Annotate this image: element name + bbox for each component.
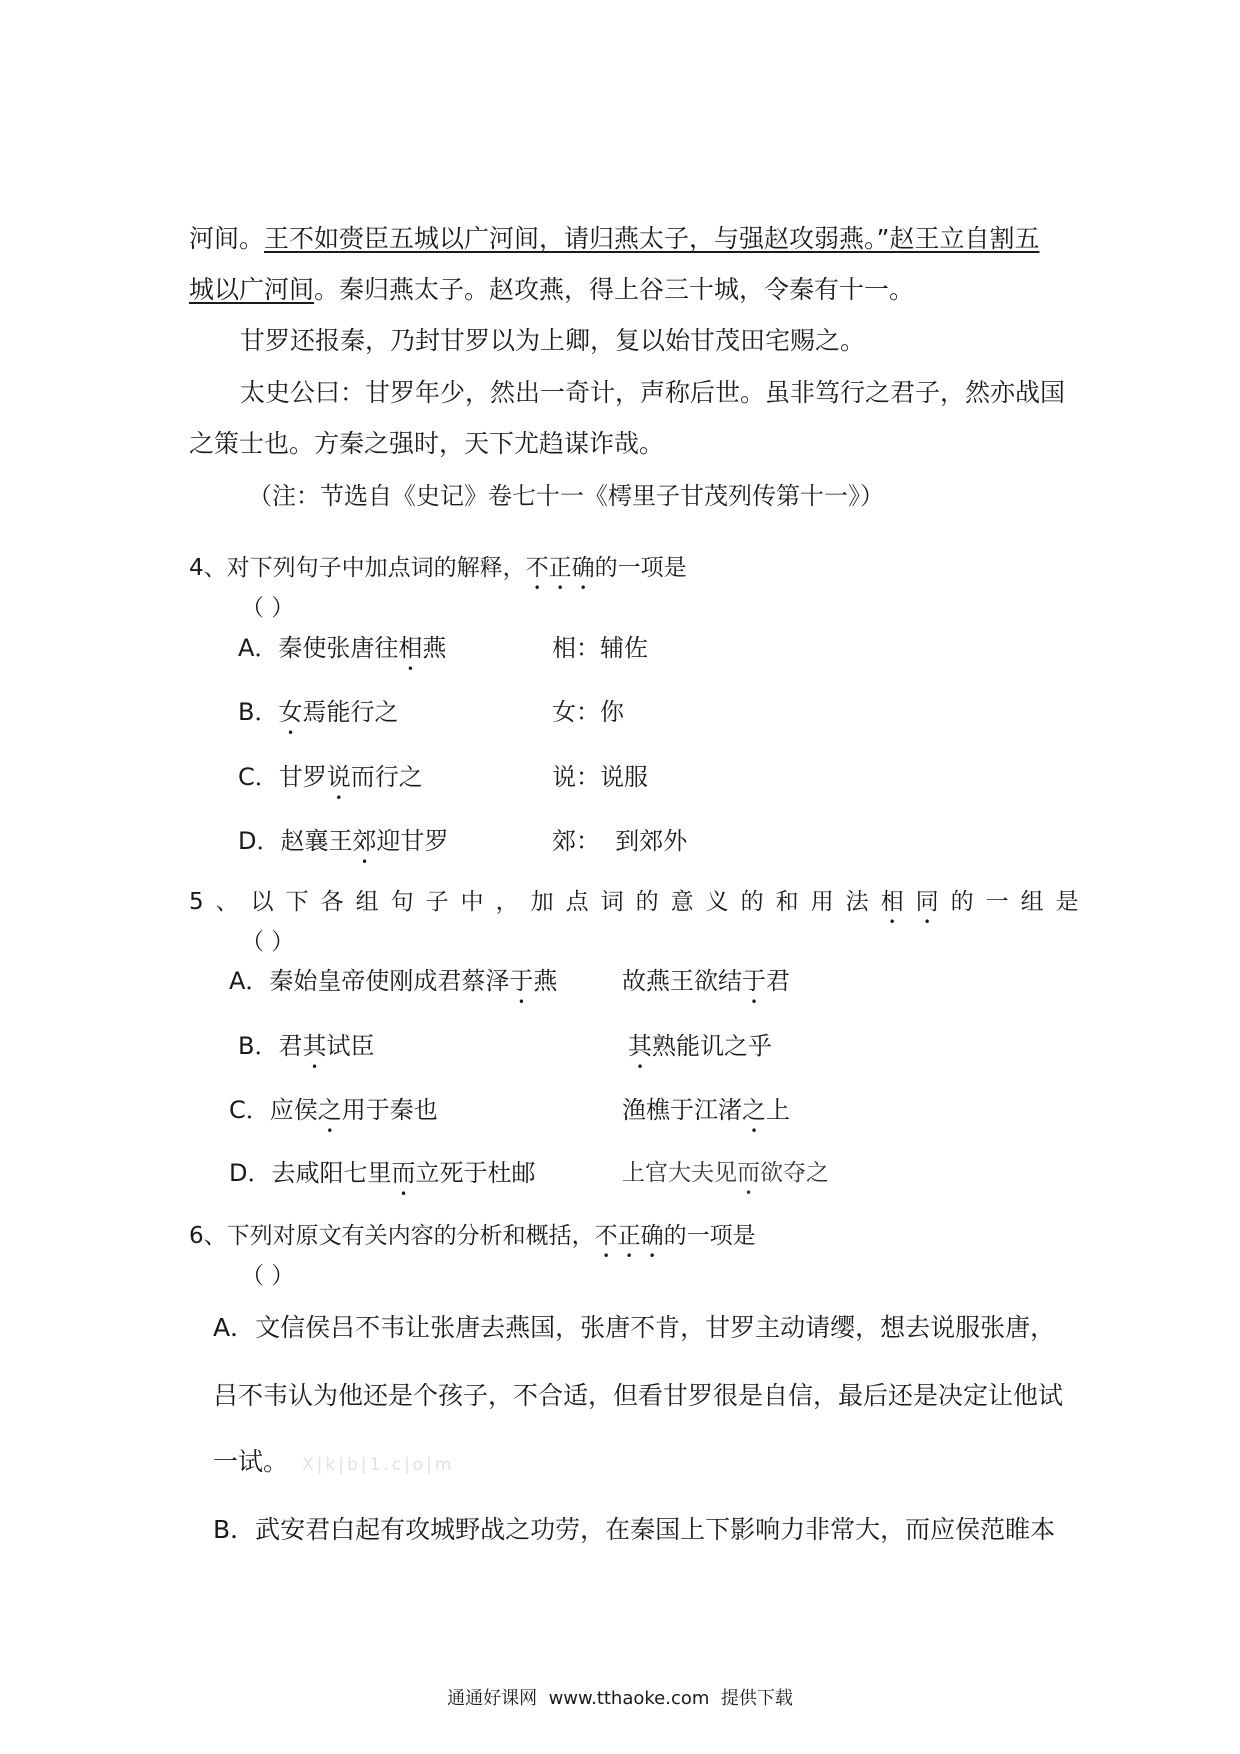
passage-paragraph-3-line-2: 之策士也。方秦之强时，天下尤趋谋诈哉。 — [189, 429, 665, 458]
q5-option-d-right — [622, 1155, 829, 1200]
dotted-word: 而 — [391, 1159, 416, 1187]
dotted-word: 而 — [737, 1160, 760, 1186]
passage-line-2 — [189, 272, 914, 308]
stem-text: 4、对下列句子中加点词的解释， — [189, 555, 526, 581]
q6-option-a-line-1: A．文信侯吕不韦让张唐去燕国，张唐不肯，甘罗主动请缨，想去说服张唐， — [213, 1313, 1056, 1342]
passage-line-1 — [189, 221, 1039, 257]
option-text: C．应侯 — [229, 1096, 318, 1124]
option-text: 试臣 — [326, 1032, 375, 1060]
passage-paragraph-2: 甘罗还报秦，乃封甘罗以为上卿，复以始甘茂田宅赐之。 — [240, 326, 866, 355]
option-text: A．秦使张唐往 — [238, 634, 399, 662]
option-text: 上 — [766, 1096, 790, 1124]
q6-option-a-line-2: 吕不韦认为他还是个孩子，不合适，但看甘罗很是自信，最后还是决定让他试 — [213, 1381, 1064, 1410]
dotted-word: 郊 — [352, 827, 377, 855]
stem-text: 的一项是 — [663, 1223, 756, 1249]
option-text: C．甘罗 — [238, 763, 327, 791]
q4-option-c — [238, 759, 423, 805]
passage-text: 河间。 — [189, 224, 265, 253]
answer-blank: （ ） — [241, 1263, 295, 1289]
option-text: D．去咸阳七里 — [229, 1159, 392, 1187]
dotted-word: 之 — [317, 1096, 342, 1124]
q4-option-d-gloss: 郊： 到郊外 — [552, 827, 688, 855]
q4-option-b-gloss: 女：你 — [552, 698, 624, 726]
dotted-word: 说 — [326, 763, 351, 791]
stem-text: 5、以下各组句子中，加点词的意义的和用法 — [189, 889, 881, 915]
option-text: 君 — [766, 967, 790, 995]
passage-paragraph-3-line-1: 太史公曰：甘罗年少，然出一奇计，声称后世。虽非笃行之君子，然亦战国 — [240, 378, 1066, 407]
q4-option-a-gloss: 相：辅佐 — [552, 634, 648, 662]
option-text: 渔樵于江渚 — [622, 1096, 742, 1124]
q5-option-a-right — [622, 963, 790, 1009]
dotted-text: 不正确 — [594, 1223, 664, 1249]
stem-text: 6、下列对原文有关内容的分析和概括， — [189, 1223, 595, 1249]
q4-option-d — [238, 823, 448, 869]
q5-option-c — [229, 1092, 438, 1138]
dotted-word: 于 — [509, 967, 534, 995]
dotted-text: 相同 — [880, 889, 951, 915]
underlined-text: 王不如赍臣五城以广河间，请归燕太子，与强赵攻弱燕。”赵王立自割五 — [264, 224, 1040, 253]
option-text: 燕 — [422, 634, 447, 662]
question-6-stem — [189, 1218, 756, 1263]
question-5-stem — [189, 884, 1091, 929]
option-text: 燕 — [533, 967, 558, 995]
option-text: B． — [238, 698, 279, 726]
page-footer: 通通好课网 www.tthaoke.com 提供下载 — [447, 1688, 793, 1709]
dotted-word: 女 — [278, 698, 303, 726]
passage-text: 。秦归燕太子。赵攻燕，得上谷三十城，令秦有十一。 — [314, 275, 915, 304]
q5-option-b-right — [628, 1028, 772, 1074]
dotted-word: 于 — [742, 967, 766, 995]
dotted-word: 其 — [302, 1032, 327, 1060]
q6-option-b-line-1: B．武安君白起有攻城野战之功劳，在秦国上下影响力非常大，而应侯范睢本 — [213, 1515, 1056, 1544]
option-text: 故燕王欲结 — [622, 967, 742, 995]
source-note: （注：节选自《史记》卷七十一《樗里子甘茂列传第十一》） — [248, 482, 884, 510]
stem-text: 的一组是 — [950, 889, 1091, 915]
option-text: 立死于杜邮 — [415, 1159, 536, 1187]
watermark: X|k|b|1.c|o|m — [302, 1455, 455, 1475]
q6-option-a-line-3 — [213, 1444, 454, 1483]
option-text: A．秦始皇帝使刚成君蔡泽 — [229, 967, 510, 995]
q4-option-a — [238, 630, 446, 676]
q5-option-c-right — [622, 1092, 790, 1138]
dotted-word: 之 — [742, 1096, 766, 1124]
option-text: D．赵襄王 — [238, 827, 353, 855]
q4-option-b — [238, 694, 398, 740]
stem-text: 的一项是 — [594, 555, 687, 581]
answer-blank: （ ） — [241, 595, 295, 621]
answer-blank: （ ） — [241, 929, 295, 955]
q4-option-c-gloss: 说：说服 — [552, 763, 648, 791]
option-text: B．君 — [238, 1032, 303, 1060]
option-text: 迎甘罗 — [376, 827, 449, 855]
q5-option-d — [229, 1155, 535, 1201]
option-text: 熟能讥之乎 — [652, 1032, 772, 1060]
q5-option-a — [229, 963, 557, 1009]
dotted-word: 相 — [398, 634, 423, 662]
underlined-text: 城以广河间 — [189, 275, 315, 304]
q5-option-b — [238, 1028, 374, 1074]
option-text: 焉能行之 — [302, 698, 399, 726]
dotted-word: 其 — [628, 1032, 652, 1060]
question-4-stem — [189, 550, 687, 595]
option-text: 上官大夫见 — [622, 1160, 737, 1186]
option-text: 而行之 — [350, 763, 423, 791]
dotted-text: 不正确 — [525, 555, 595, 581]
option-text: 一试。 — [213, 1447, 289, 1476]
option-text: 用于秦也 — [341, 1096, 438, 1124]
option-text: 欲夺之 — [760, 1160, 829, 1186]
